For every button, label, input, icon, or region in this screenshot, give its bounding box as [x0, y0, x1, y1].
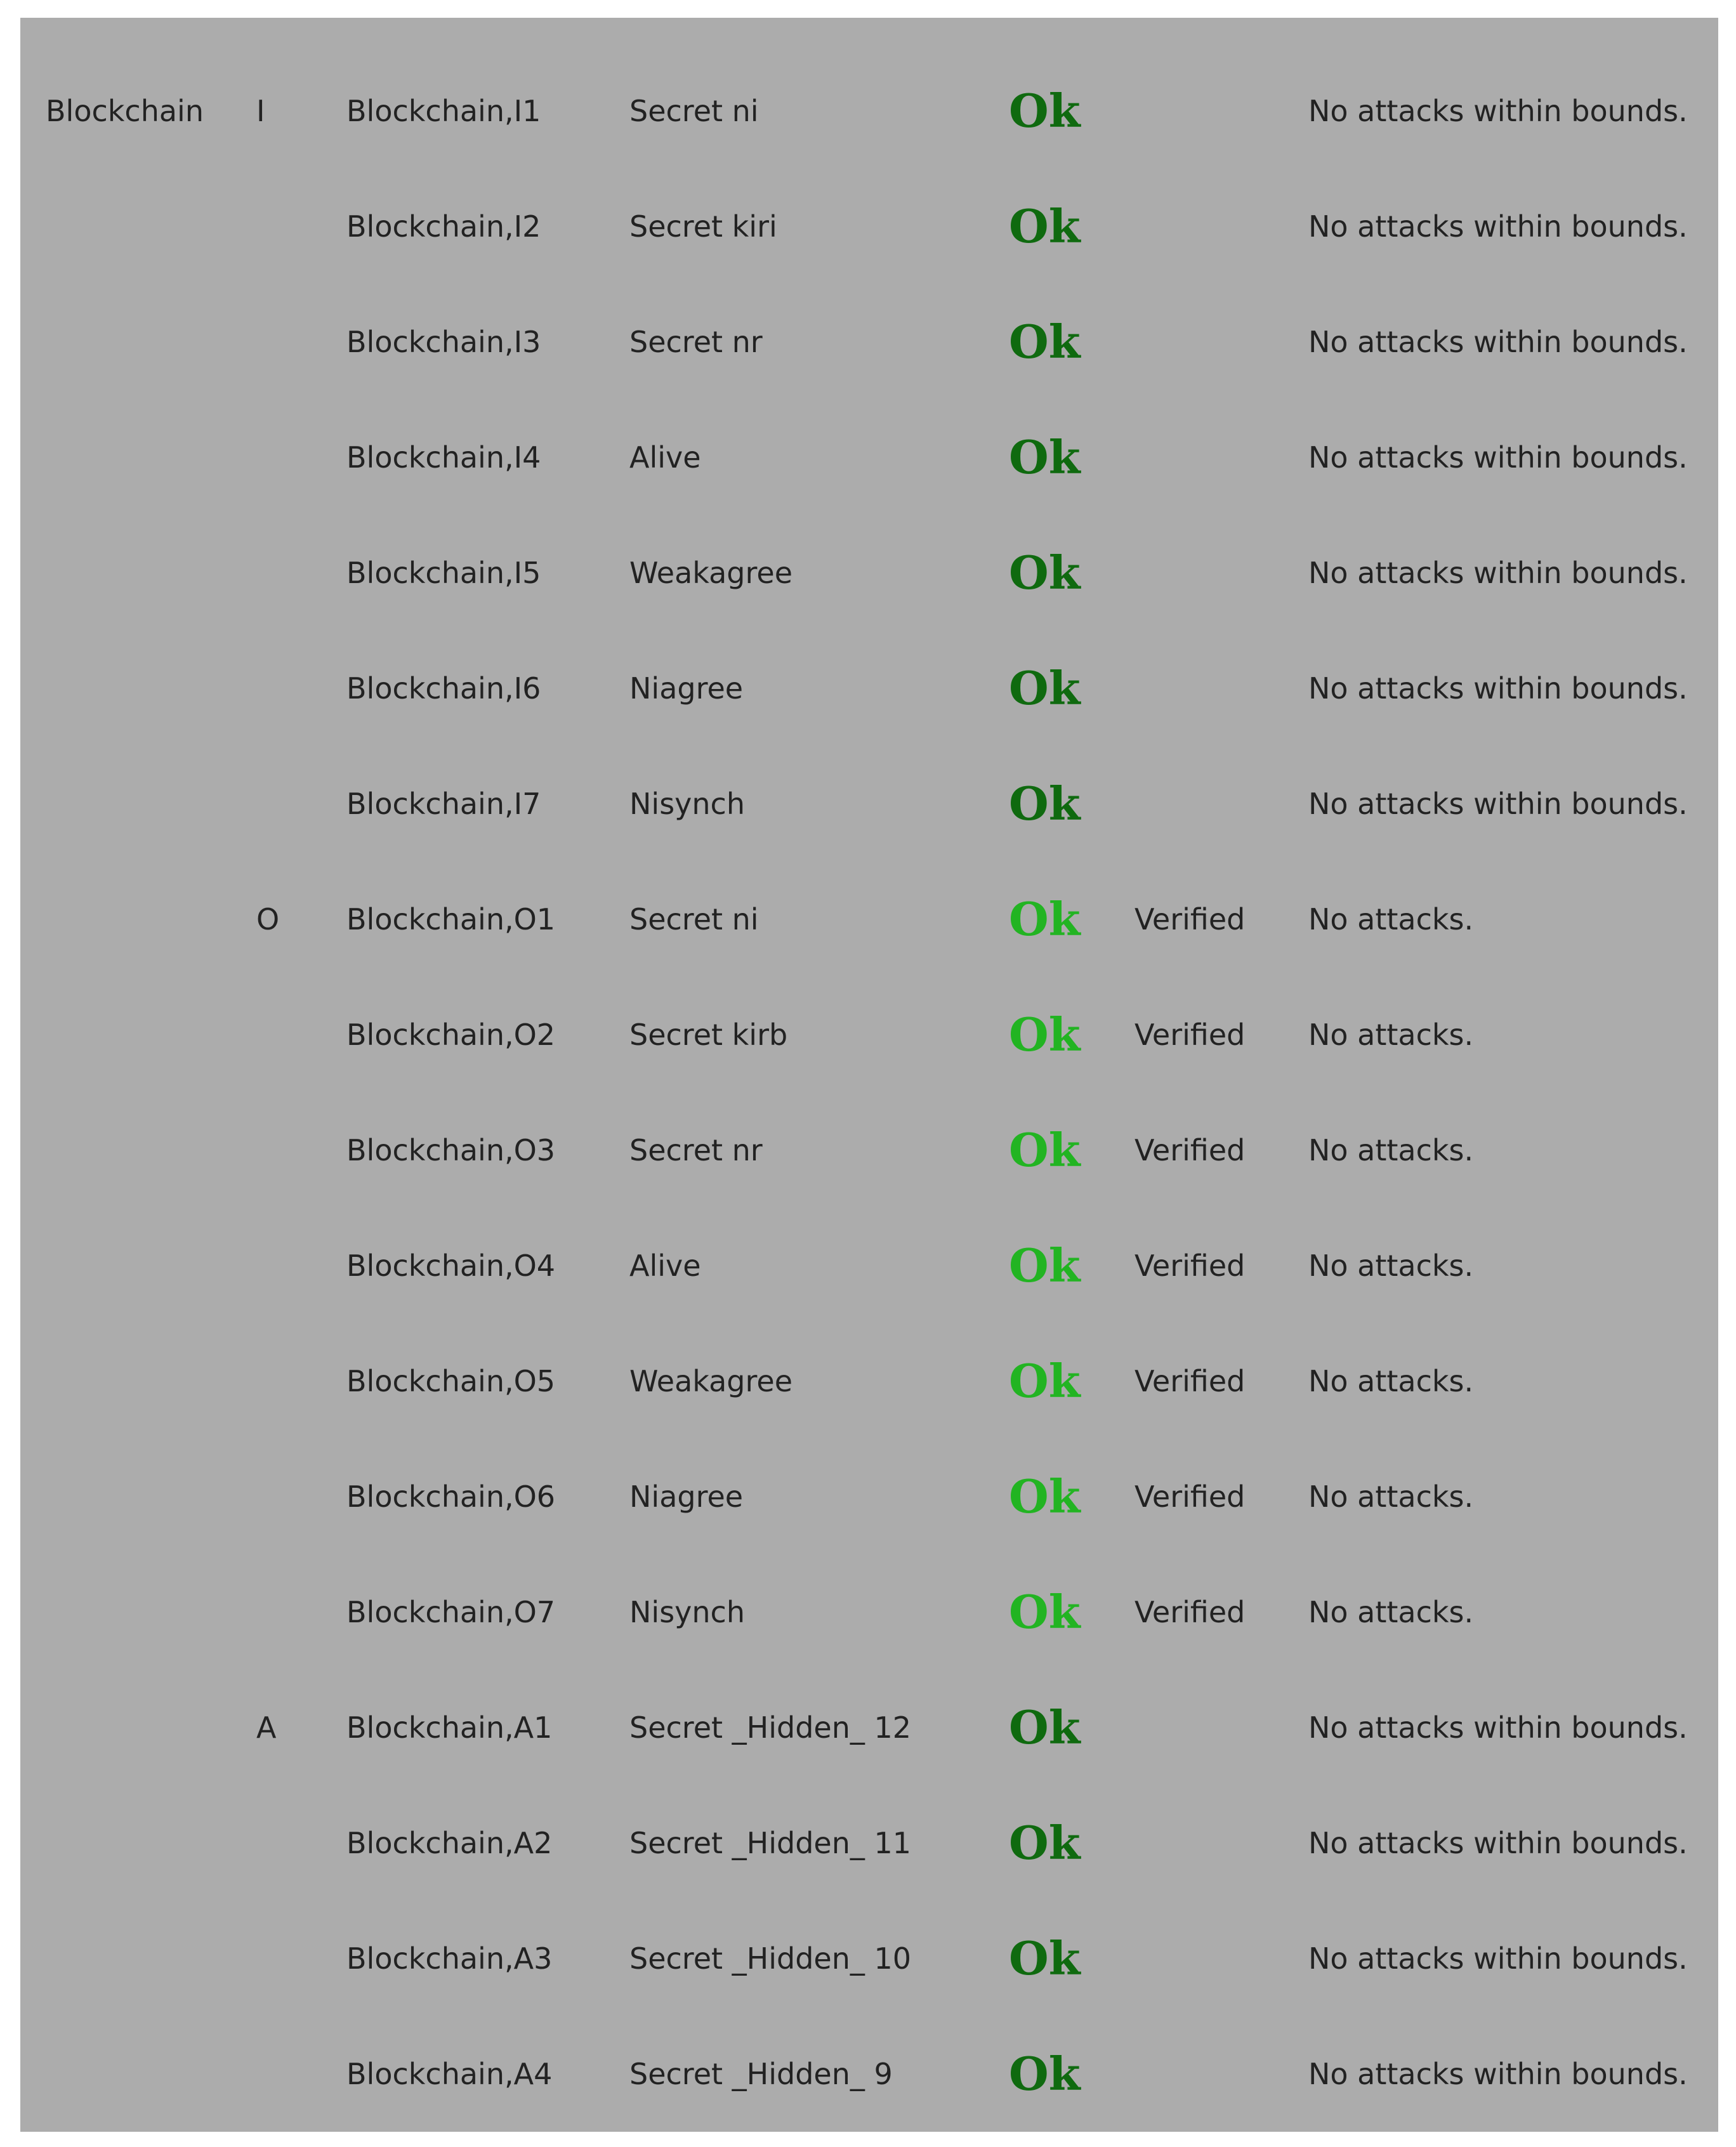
- claim-type-cell: Secret ni: [629, 94, 759, 128]
- claim-id-cell: Blockchain,O6: [346, 1480, 556, 1514]
- status-ok-cell: Ok: [1009, 315, 1081, 369]
- comment-cell: No attacks within bounds.: [1308, 556, 1688, 590]
- status-ok-cell: Ok: [1009, 430, 1081, 484]
- role-cell: O: [256, 902, 280, 936]
- claim-id-cell: Blockchain,O4: [346, 1249, 556, 1283]
- comment-cell: No attacks.: [1308, 1018, 1474, 1052]
- claim-id-cell: Blockchain,A1: [346, 1710, 553, 1745]
- status-ok-cell: Ok: [1009, 2047, 1081, 2101]
- comment-cell: No attacks within bounds.: [1308, 325, 1688, 359]
- status-ok-cell: Ok: [1009, 546, 1081, 600]
- claim-id-cell: Blockchain,I4: [346, 440, 541, 475]
- comment-cell: No attacks.: [1308, 1249, 1474, 1283]
- comment-cell: No attacks within bounds.: [1308, 787, 1688, 821]
- status-ok-cell: Ok: [1009, 661, 1081, 715]
- status-ok-cell: Ok: [1009, 199, 1081, 253]
- status-ok-cell: Ok: [1009, 1123, 1081, 1177]
- protocol-cell: Blockchain: [46, 94, 204, 128]
- result-row: [20, 746, 1718, 862]
- claim-type-cell: Secret _Hidden_ 9: [629, 2057, 893, 2091]
- verified-cell: Verified: [1134, 1018, 1246, 1052]
- result-row: [20, 400, 1718, 515]
- verified-cell: Verified: [1134, 1364, 1246, 1398]
- claim-id-cell: Blockchain,I1: [346, 94, 541, 128]
- result-row: [20, 1439, 1718, 1554]
- comment-cell: No attacks within bounds.: [1308, 2057, 1688, 2091]
- verified-cell: Verified: [1134, 1133, 1246, 1167]
- comment-cell: No attacks within bounds.: [1308, 1826, 1688, 1860]
- claim-id-cell: Blockchain,O7: [346, 1595, 556, 1629]
- claim-type-cell: Weakagree: [629, 556, 792, 590]
- claim-id-cell: Blockchain,I2: [346, 209, 541, 244]
- comment-cell: No attacks within bounds.: [1308, 94, 1688, 128]
- claim-type-cell: Alive: [629, 1249, 701, 1283]
- verification-results-panel: [20, 18, 1718, 2132]
- claim-type-cell: Secret _Hidden_ 12: [629, 1710, 912, 1745]
- result-row: [20, 977, 1718, 1093]
- result-row: [20, 1901, 1718, 2016]
- status-ok-cell: Ok: [1009, 1700, 1081, 1754]
- claim-id-cell: Blockchain,O1: [346, 902, 556, 936]
- comment-cell: No attacks.: [1308, 902, 1474, 936]
- result-row: [20, 1554, 1718, 1670]
- status-ok-cell: Ok: [1009, 1931, 1081, 1985]
- claim-id-cell: Blockchain,O2: [346, 1018, 556, 1052]
- verified-cell: Verified: [1134, 902, 1246, 936]
- comment-cell: No attacks within bounds.: [1308, 1941, 1688, 1976]
- comment-cell: No attacks.: [1308, 1364, 1474, 1398]
- verified-cell: Verified: [1134, 1595, 1246, 1629]
- claim-type-cell: Nisynch: [629, 1595, 745, 1629]
- status-ok-cell: Ok: [1009, 1238, 1081, 1292]
- status-ok-cell: Ok: [1009, 84, 1081, 138]
- claim-type-cell: Secret _Hidden_ 10: [629, 1941, 912, 1976]
- role-cell: A: [256, 1710, 277, 1745]
- comment-cell: No attacks.: [1308, 1595, 1474, 1629]
- claim-type-cell: Nisynch: [629, 787, 745, 821]
- result-row: [20, 2016, 1718, 2132]
- claim-id-cell: Blockchain,I7: [346, 787, 541, 821]
- comment-cell: No attacks within bounds.: [1308, 1710, 1688, 1745]
- result-row: [20, 1785, 1718, 1901]
- status-ok-cell: Ok: [1009, 1008, 1081, 1061]
- claim-id-cell: Blockchain,A2: [346, 1826, 553, 1860]
- claim-type-cell: Weakagree: [629, 1364, 792, 1398]
- result-row: [20, 515, 1718, 631]
- result-row: [20, 862, 1718, 977]
- claim-id-cell: Blockchain,A4: [346, 2057, 553, 2091]
- claim-id-cell: Blockchain,I3: [346, 325, 541, 359]
- result-row: [20, 631, 1718, 746]
- claim-id-cell: Blockchain,O5: [346, 1364, 556, 1398]
- result-row: [20, 1323, 1718, 1439]
- verified-cell: Verified: [1134, 1480, 1246, 1514]
- claim-type-cell: Secret kiri: [629, 209, 777, 244]
- comment-cell: No attacks.: [1308, 1480, 1474, 1514]
- claim-id-cell: Blockchain,I5: [346, 556, 541, 590]
- claim-type-cell: Secret nr: [629, 325, 763, 359]
- claim-type-cell: Secret kirb: [629, 1018, 788, 1052]
- role-cell: I: [256, 94, 265, 128]
- claim-type-cell: Secret nr: [629, 1133, 763, 1167]
- claim-type-cell: Niagree: [629, 671, 744, 706]
- result-row: [20, 169, 1718, 284]
- status-ok-cell: Ok: [1009, 1354, 1081, 1408]
- claim-type-cell: Secret _Hidden_ 11: [629, 1826, 912, 1860]
- claim-id-cell: Blockchain,O3: [346, 1133, 556, 1167]
- claim-type-cell: Secret ni: [629, 902, 759, 936]
- claim-id-cell: Blockchain,I6: [346, 671, 541, 706]
- claim-id-cell: Blockchain,A3: [346, 1941, 553, 1976]
- status-ok-cell: Ok: [1009, 1816, 1081, 1870]
- status-ok-cell: Ok: [1009, 1585, 1081, 1639]
- verified-cell: Verified: [1134, 1249, 1246, 1283]
- comment-cell: No attacks within bounds.: [1308, 440, 1688, 475]
- status-ok-cell: Ok: [1009, 1469, 1081, 1523]
- status-ok-cell: Ok: [1009, 892, 1081, 946]
- comment-cell: No attacks within bounds.: [1308, 671, 1688, 706]
- result-row: [20, 1208, 1718, 1323]
- result-row: [20, 1670, 1718, 1785]
- claim-type-cell: Alive: [629, 440, 701, 475]
- status-ok-cell: Ok: [1009, 777, 1081, 831]
- comment-cell: No attacks within bounds.: [1308, 209, 1688, 244]
- result-row: [20, 53, 1718, 169]
- comment-cell: No attacks.: [1308, 1133, 1474, 1167]
- claim-type-cell: Niagree: [629, 1480, 744, 1514]
- result-row: [20, 1093, 1718, 1208]
- result-row: [20, 284, 1718, 400]
